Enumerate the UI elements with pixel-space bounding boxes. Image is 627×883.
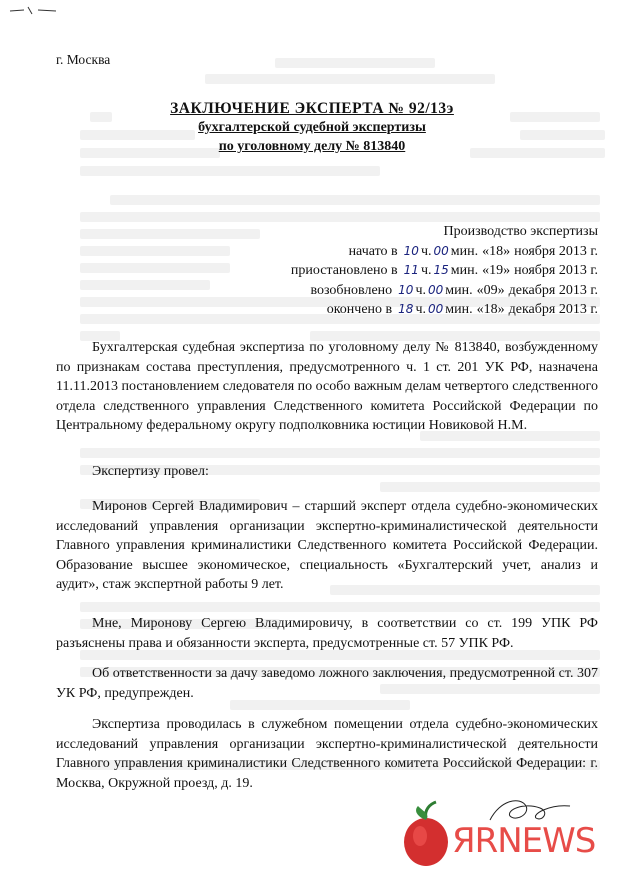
handwritten-hour: 10 bbox=[398, 282, 414, 297]
handwritten-signature bbox=[480, 792, 580, 832]
paragraph-expert-info: Миронов Сергей Владимирович – старший эксперт отдела судебно-экономических исследований управления организации экспертно-криминалистической деятельности Главного управления криминалистики Следственного комитета Российской Федерации. Образование высшее экономическое, специальность «Бухгалтерский учет, анализ и аудит», стаж экспертной работы 9 лет. bbox=[56, 499, 598, 592]
production-schedule bbox=[200, 222, 598, 320]
minute-unit: мин. bbox=[445, 282, 473, 298]
row-label: приостановлено в bbox=[290, 263, 398, 278]
row-month-year: декабря 2013 г. bbox=[508, 302, 598, 317]
row-label: возобновлено bbox=[310, 282, 393, 298]
production-row-finished bbox=[200, 300, 598, 320]
handwritten-hour: 11 bbox=[403, 263, 419, 277]
production-row-started bbox=[200, 242, 598, 262]
city-label: г. Москва bbox=[56, 52, 111, 67]
paragraph-location: Экспертиза проводилась в служебном помещении отдела судебно-экономических исследований управления организации экспертно-криминалистической деятельности Главного управления криминалистики Следственного комитета Российской Федерации: г. Москва, Окружной проезд, д. 19. bbox=[56, 717, 598, 791]
paragraph-rights: Мне, Миронову Сергею Владимировичу, в соответствии со ст. 199 УПК РФ разъяснены права и обязанности эксперта, предусмотренные ст. 57 УПК РФ. bbox=[56, 616, 598, 651]
handwritten-minute: 15 bbox=[433, 263, 449, 277]
handwritten-hour: 10 bbox=[403, 243, 419, 258]
row-day: «19» bbox=[482, 263, 511, 278]
row-day: «18» bbox=[482, 243, 511, 259]
minute-unit: мин. bbox=[450, 243, 479, 259]
handwritten-minute: 00 bbox=[433, 243, 449, 258]
production-row-resumed bbox=[200, 281, 598, 301]
row-month-year: ноября 2013 г. bbox=[514, 243, 598, 259]
paragraph-liability: Об ответственности за дачу заведомо ложного заключения, предусмотренной ст. 307 УК РФ, предупрежден. bbox=[56, 666, 598, 701]
document-title: ЗАКЛЮЧЕНИЕ ЭКСПЕРТА № 92/13э bbox=[170, 100, 454, 117]
row-month-year: декабря 2013 г. bbox=[508, 282, 598, 298]
hour-unit: ч. bbox=[415, 302, 426, 317]
document-header bbox=[120, 100, 504, 156]
hour-unit: ч. bbox=[420, 243, 432, 259]
row-label: окончено в bbox=[326, 302, 393, 317]
production-heading: Производство экспертизы bbox=[443, 224, 598, 239]
pen-scribble-mark bbox=[8, 4, 58, 18]
hour-unit: ч. bbox=[415, 282, 426, 298]
minute-unit: мин. bbox=[445, 302, 473, 317]
paragraph-appointment: Бухгалтерская судебная экспертиза по уголовному делу № 813840, возбужденному по признакам состава преступления, предусмотренного ч. 1 ст. 201 УК РФ, назначена 11.11.2013 постановлением следователя по особо важным делам четвертого следственного отдела следственного управления Следственного комитета Российской Федерации по Центральному федеральному округу подполковника юстиции Новиковой Н.М. bbox=[56, 340, 598, 433]
document-subtitle: бухгалтерской судебной экспертизы bbox=[198, 120, 426, 135]
row-day: «18» bbox=[476, 302, 505, 317]
handwritten-minute: 00 bbox=[428, 282, 444, 297]
handwritten-minute: 00 bbox=[428, 302, 444, 316]
handwritten-hour: 18 bbox=[398, 302, 414, 316]
svg-text:ЯRNEWS: ЯRNEWS bbox=[452, 821, 596, 861]
row-label: начато в bbox=[348, 243, 398, 259]
paragraph-expert-heading: Экспертизу провел: bbox=[92, 464, 209, 479]
row-day: «09» bbox=[476, 282, 505, 298]
row-month-year: ноября 2013 г. bbox=[514, 263, 598, 278]
hour-unit: ч. bbox=[420, 263, 432, 278]
minute-unit: мин. bbox=[450, 263, 479, 278]
case-number: по уголовному делу № 813840 bbox=[218, 139, 406, 154]
production-row-suspended bbox=[200, 261, 598, 281]
